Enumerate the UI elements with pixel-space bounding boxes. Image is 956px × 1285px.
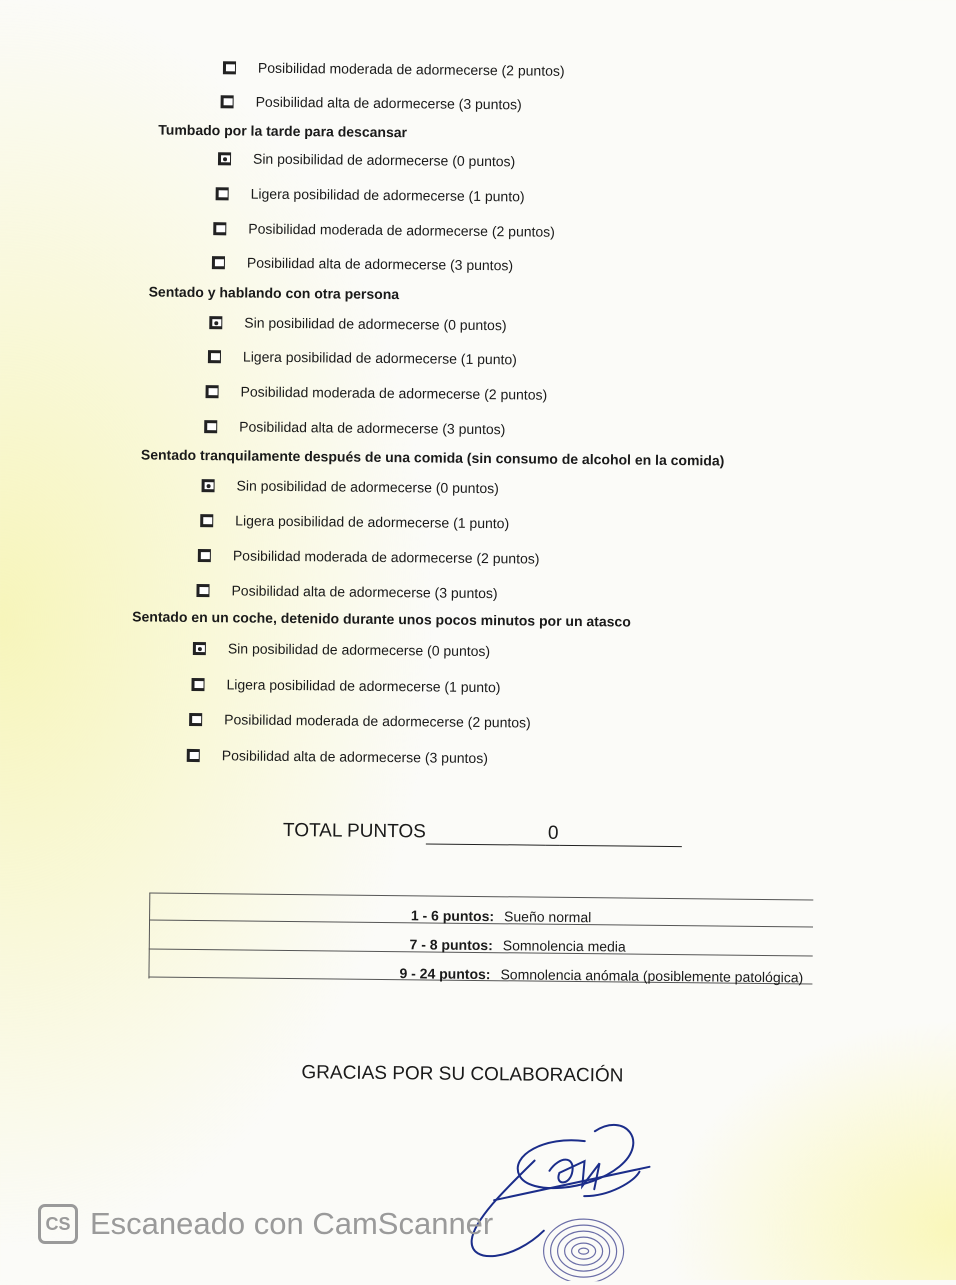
option-row[interactable] [196,582,497,601]
score-range: 7 - 8 puntos: [409,936,493,954]
option-row[interactable] [202,477,499,496]
checkbox[interactable] [204,420,217,433]
score-meaning: Somnolencia media [502,937,626,955]
score-range: 1 - 6 puntos: [410,907,495,925]
option-label: Posibilidad alta de adormecerse (3 puntos) [221,747,489,767]
option-label: Sin posibilidad de adormecerse (0 puntos) [252,150,516,170]
checkbox[interactable] [221,95,234,108]
option-label: Posibilidad moderada de adormecerse (2 puntos) [232,547,540,567]
total-underline [426,823,546,845]
score-meaning: Somnolencia anómala (posiblemente patológica) [500,966,804,986]
checkbox[interactable] [216,187,229,200]
checkbox[interactable] [200,514,213,527]
total-points [283,820,683,847]
table-rule [148,893,150,979]
option-label: Posibilidad alta de adormecerse (3 puntos) [246,254,514,274]
question-heading: Sentado y hablando con otra persona [148,283,400,303]
option-row[interactable] [198,547,540,567]
checkbox[interactable] [208,350,221,363]
option-label: Sin posibilidad de adormecerse (0 puntos) [236,477,499,497]
option-label: Posibilidad moderada de adormecerse (2 puntos) [248,220,555,240]
option-row[interactable] [212,254,513,273]
total-underline [560,825,682,847]
total-value[interactable]: 0 [546,823,561,846]
camscanner-watermark [38,1204,493,1244]
checkbox-checked[interactable] [193,641,206,654]
checkbox-checked[interactable] [218,152,231,165]
checkbox[interactable] [213,222,226,235]
option-label: Posibilidad moderada de adormecerse (2 puntos) [240,383,548,403]
table-rule [149,893,813,901]
checkbox[interactable] [198,549,211,562]
watermark-text: Escaneado con CamScanner [90,1206,494,1241]
option-row[interactable] [208,348,517,367]
option-row[interactable] [206,383,548,403]
option-label: Posibilidad moderada de adormecerse (2 puntos) [224,711,531,731]
table-row [373,936,626,955]
option-row[interactable] [191,676,500,695]
option-label: Posibilidad alta de adormecerse (3 puntos) [231,582,498,602]
option-label: Posibilidad alta de adormecerse (3 puntos) [239,418,506,438]
question-heading: Sentado tranquilamente después de una comida (sin consumo de alcohol en la comida) [140,446,725,469]
signature-mark [433,1100,675,1283]
option-label: Ligera posibilidad de adormecerse (1 punto) [242,348,517,368]
option-label: Posibilidad moderada de adormecerse (2 puntos) [257,59,565,79]
score-range: 9 - 24 puntos: [399,965,491,983]
option-row[interactable] [189,711,531,731]
checkbox-checked[interactable] [209,316,222,329]
option-label: Ligera posibilidad de adormecerse (1 punto) [226,676,501,696]
total-label: TOTAL PUNTOS [282,819,426,843]
score-meaning: Sueño normal [504,908,592,926]
option-row[interactable] [213,220,555,240]
option-row[interactable] [221,93,522,112]
checkbox[interactable] [191,677,204,690]
score-table [148,893,813,986]
option-label: Sin posibilidad de adormecerse (0 puntos) [244,314,507,334]
option-row[interactable] [209,314,506,333]
checkbox-checked[interactable] [202,479,215,492]
checkbox[interactable] [223,61,236,74]
option-label: Ligera posibilidad de adormecerse (1 punto) [235,512,510,532]
option-label: Posibilidad alta de adormecerse (3 puntos) [255,93,522,113]
camscanner-logo-icon: CS [38,1204,78,1244]
table-row [374,907,591,925]
option-row[interactable] [200,512,509,531]
option-row[interactable] [223,59,565,79]
question-heading: Sentado en un coche, detenido durante unos pocos minutos por un atasco [132,608,631,630]
checkbox[interactable] [187,748,200,761]
option-label: Ligera posibilidad de adormecerse (1 punto) [250,185,525,205]
thanks-message: GRACIAS POR SU COLABORACIÓN [301,1062,624,1087]
option-row[interactable] [218,150,515,169]
option-row[interactable] [187,747,488,766]
table-row [370,965,803,986]
option-row[interactable] [216,185,525,204]
checkbox[interactable] [189,712,202,725]
option-row[interactable] [204,418,505,437]
checkbox[interactable] [196,584,209,597]
checkbox[interactable] [212,256,225,269]
question-heading: Tumbado por la tarde para descansar [158,121,408,141]
option-label: Sin posibilidad de adormecerse (0 puntos) [227,640,491,660]
option-row[interactable] [193,640,490,659]
checkbox[interactable] [206,385,219,398]
